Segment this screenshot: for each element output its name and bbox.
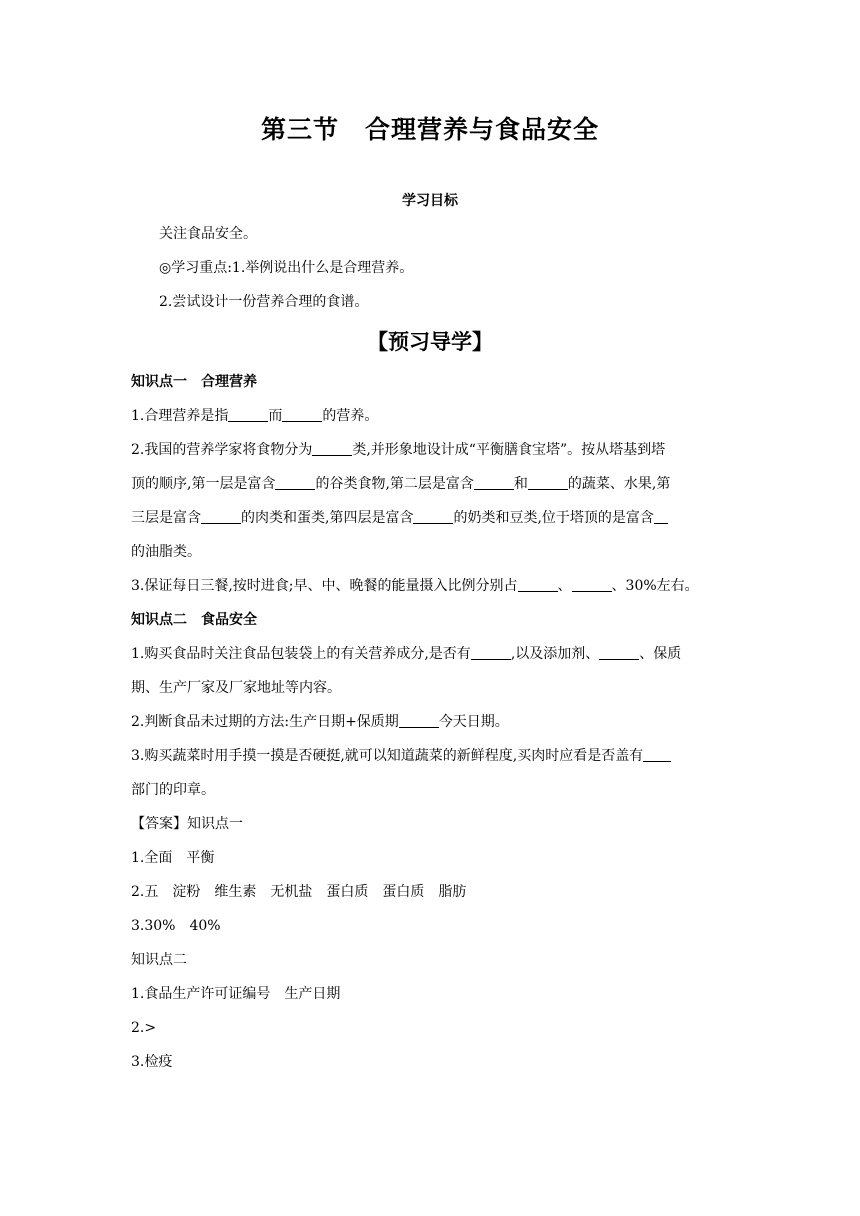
text: 的肉类和蛋类,第四层是富含 [241, 510, 414, 526]
fill-blank[interactable] [572, 577, 612, 592]
fill-blank[interactable] [518, 577, 558, 592]
learning-objectives-heading: 学习目标 [402, 193, 458, 209]
fill-blank[interactable] [413, 509, 453, 524]
text: 的奶类和豆类,位于塔顶的是富含 [453, 510, 654, 526]
answers-kp2-heading: 知识点二 [131, 952, 187, 968]
objective-line-2: ◎学习重点:1.举例说出什么是合理营养。 [159, 260, 414, 276]
fill-blank[interactable] [228, 407, 268, 422]
kp1-q2-line-4: 的油脂类。 [131, 544, 201, 560]
fill-blank[interactable] [643, 747, 671, 762]
text: 的谷类食物,第二层是富含 [315, 476, 474, 492]
text: 、30%左右。 [611, 578, 699, 594]
fill-blank[interactable] [312, 441, 352, 456]
fill-blank[interactable] [654, 509, 668, 524]
answers-heading: 【答案】知识点一 [131, 816, 243, 832]
kp2-q3-line-1 [131, 746, 731, 766]
fill-blank[interactable] [471, 645, 511, 660]
answer-kp1-1: 1.全面 平衡 [131, 850, 215, 866]
kp2-q1-line-1 [131, 644, 731, 664]
text: 和 [513, 476, 528, 492]
objective-line-3: 2.尝试设计一份营养合理的食谱。 [159, 294, 369, 310]
answer-kp2-2: 2.> [131, 1020, 157, 1036]
kp2-q3-line-2: 部门的印章。 [131, 782, 215, 798]
section-title: 【预习导学】 [367, 330, 493, 354]
fill-blank[interactable] [528, 475, 568, 490]
answer-kp2-3: 3.检疫 [131, 1054, 173, 1070]
text: 顶的顺序,第一层是富含 [131, 476, 276, 492]
page-title: 第三节 合理营养与食品安全 [260, 115, 599, 144]
kp1-heading: 知识点一 合理营养 [131, 374, 257, 390]
text: 3.购买蔬菜时用手摸一摸是否硬挺,就可以知道蔬菜的新鲜程度,买肉时应看是否盖有 [131, 748, 644, 764]
answer-kp1-3: 3.30% 40% [131, 918, 221, 934]
kp2-heading: 知识点二 食品安全 [131, 612, 257, 628]
text: 、 [557, 578, 572, 594]
fill-blank[interactable] [399, 713, 439, 728]
text: 2.我国的营养学家将食物分为 [131, 442, 313, 458]
fill-blank[interactable] [599, 645, 639, 660]
kp2-q2 [131, 712, 731, 732]
text: 1.合理营养是指 [131, 408, 229, 424]
text: 3.保证每日三餐,按时进食;早、中、晚餐的能量摄入比例分别占 [131, 578, 518, 594]
answer-kp1-2: 2.五 淀粉 维生素 无机盐 蛋白质 蛋白质 脂肪 [131, 884, 467, 900]
kp1-q2-line-2 [131, 474, 731, 494]
text: 而 [268, 408, 283, 424]
answer-kp2-1: 1.食品生产许可证编号 生产日期 [131, 986, 341, 1002]
kp1-q3 [131, 576, 731, 596]
fill-blank[interactable] [275, 475, 315, 490]
fill-blank[interactable] [201, 509, 241, 524]
text: 2.判断食品未过期的方法:生产日期+保质期 [131, 714, 399, 730]
text: 今天日期。 [438, 714, 509, 730]
kp1-q2-line-1 [131, 440, 731, 460]
kp1-q2-line-3 [131, 508, 731, 528]
text: ,以及添加剂、 [510, 646, 600, 662]
text: 的营养。 [322, 408, 379, 424]
objective-line-1: 关注食品安全。 [159, 226, 257, 242]
text: 、保质 [639, 646, 682, 662]
kp1-q1 [131, 406, 731, 426]
text: 1.购买食品时关注食品包装袋上的有关营养成分,是否有 [131, 646, 471, 662]
text: 类,并形象地设计成“平衡膳食宝塔”。按从塔基到塔 [352, 442, 666, 458]
fill-blank[interactable] [474, 475, 514, 490]
kp2-q1-line-2: 期、生产厂家及厂家地址等内容。 [131, 680, 341, 696]
text: 三层是富含 [131, 510, 201, 526]
text: 的蔬菜、水果,第 [567, 476, 671, 492]
fill-blank[interactable] [282, 407, 322, 422]
